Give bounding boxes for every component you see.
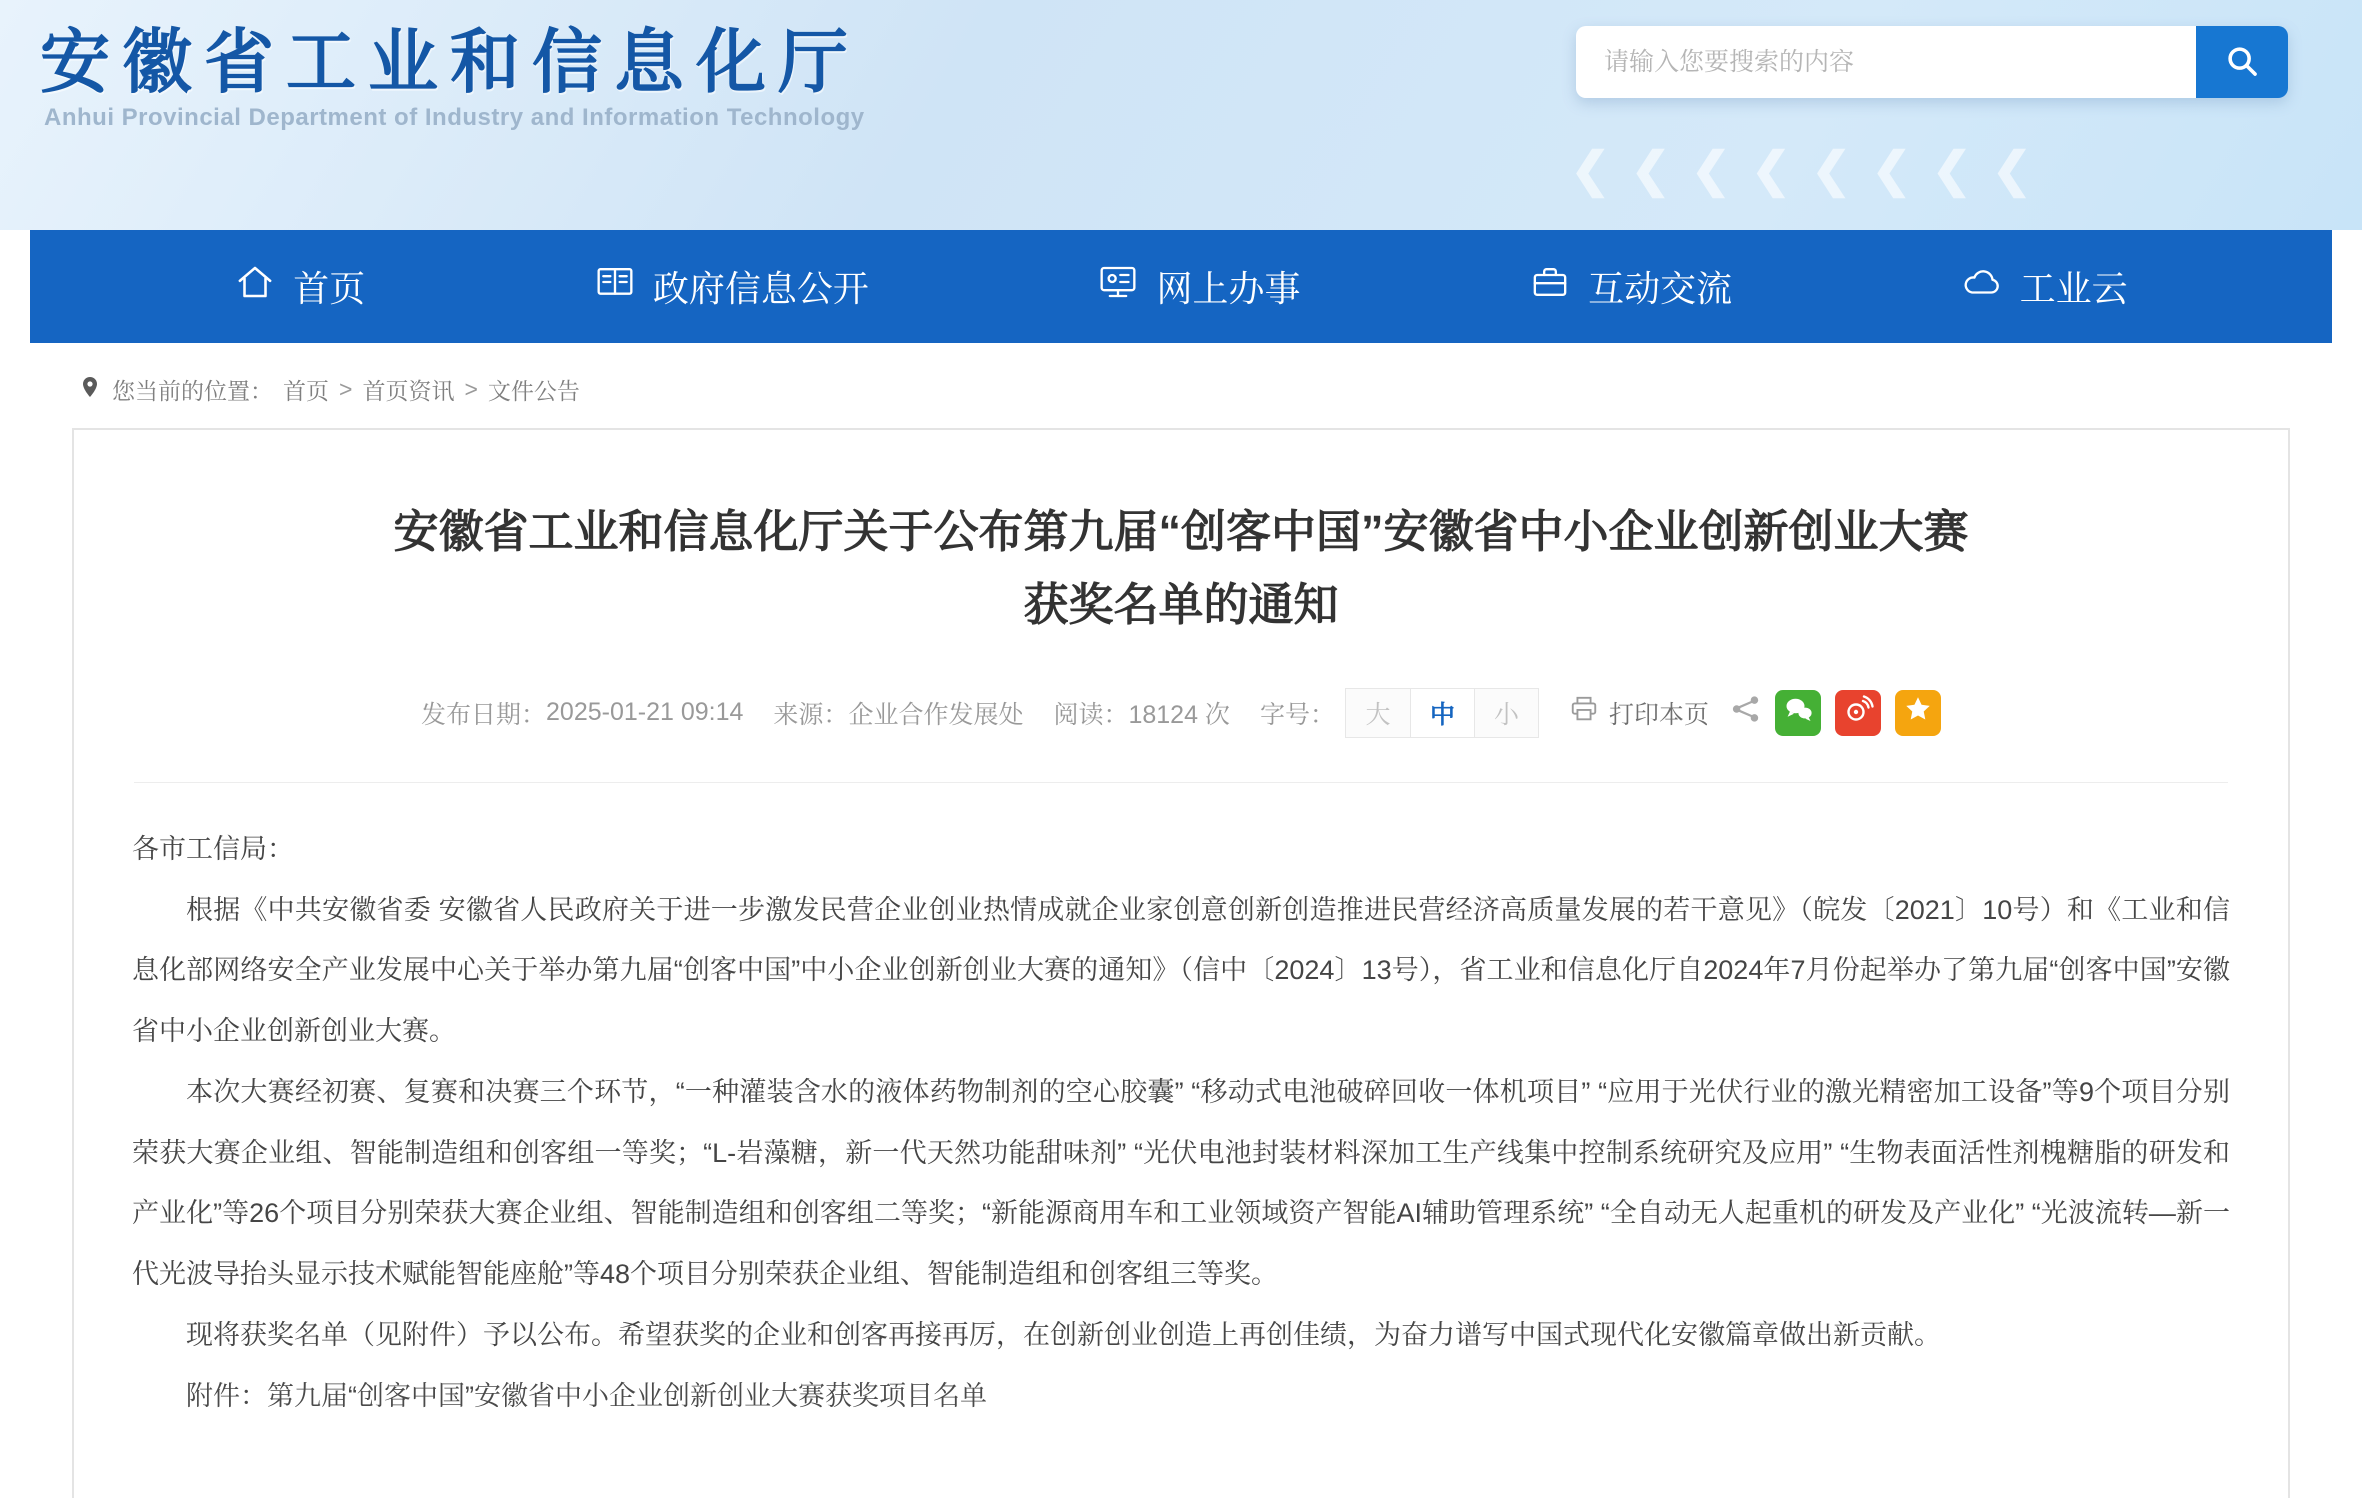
location-pin-icon xyxy=(78,375,102,405)
site-subtitle: Anhui Provincial Department of Industry and Information Technology xyxy=(44,104,865,131)
book-icon xyxy=(594,261,636,312)
font-size-control xyxy=(1345,688,1539,738)
nav-label: 网上办事 xyxy=(1156,268,1301,309)
body-paragraph: 本次大赛经初赛、复赛和决赛三个环节，“一种灌装含水的液体药物制剂的空心胶囊” “移动式电池破碎回收一体机项目” “应用于光伏行业的激光精密加工设备”等9个项目分别荣获大赛企业组、智能制造组和创客组一等奖；“L-岩藻糖，新一代天然功能甜味剂” “光伏电池封装材料深加工生产线集中控制系统研究及应用” “生物表面活性剂槐糖脂的研发和产业化”等26个项目分别荣获大赛企业组、智能制造组和创客组二等奖；“新能源商用车和工业领域资产智能AI辅助管理系统” “全自动无人起重机的研发及产业化” “光波流转—新一代光波导抬头显示技术赋能智能座舱”等48个项目分别荣获企业组、智能制造组和创客组三等奖。 xyxy=(132,1076,2230,1290)
home-icon xyxy=(234,261,276,312)
favorite-share-button[interactable] xyxy=(1895,690,1941,736)
search-bar xyxy=(1576,26,2288,98)
body-paragraph: 现将获奖名单（见附件）予以公布。希望获奖的企业和创客再接再厉，在创新创业创造上再创佳绩，为奋力谱写中国式现代化安徽篇章做出新贡献。 xyxy=(186,1319,1941,1350)
nav-label: 政府信息公开 xyxy=(652,268,869,309)
nav-label: 互动交流 xyxy=(1588,268,1733,309)
breadcrumb-separator: > xyxy=(339,376,353,402)
breadcrumb-news[interactable]: 首页资讯 xyxy=(362,378,455,404)
wechat-share-icon xyxy=(1782,693,1814,732)
star-icon xyxy=(1903,694,1933,731)
site-title: 安徽省工业和信息化厅 xyxy=(40,23,860,101)
nav-item-gov-info[interactable] xyxy=(594,261,869,312)
wechat-share-button[interactable] xyxy=(1775,690,1821,736)
font-size-large-button[interactable]: 大 xyxy=(1346,689,1410,737)
font-size-label: 字号： xyxy=(1259,700,1335,729)
nav-label: 工业云 xyxy=(2019,268,2128,309)
search-icon xyxy=(2223,42,2261,83)
site-header xyxy=(0,0,2362,230)
view-count: 阅读： 18124 次 xyxy=(1053,700,1230,729)
nav-item-home[interactable] xyxy=(234,261,365,312)
print-button[interactable] xyxy=(1569,694,1709,731)
share-button[interactable] xyxy=(1731,694,1761,731)
breadcrumb-notices[interactable]: 文件公告 xyxy=(487,378,580,404)
page-title xyxy=(132,496,2230,642)
breadcrumb-separator: > xyxy=(464,376,478,402)
article-source: 来源： 企业合作发展处 xyxy=(773,700,1024,729)
weibo-share-button[interactable] xyxy=(1835,690,1881,736)
chevron-decoration: ❮❮❮❮❮❮❮❮ xyxy=(1570,144,2052,197)
printer-icon xyxy=(1569,694,1599,731)
main-nav xyxy=(30,230,2332,343)
attachment-link[interactable]: 附件：第九届“创客中国”安徽省中小企业创新创业大赛获奖项目名单 xyxy=(186,1380,987,1411)
share-icon xyxy=(1731,694,1761,731)
page-title-line2: 获奖名单的通知 xyxy=(1023,578,1339,630)
briefcase-icon xyxy=(1529,261,1571,312)
font-size-small-button[interactable]: 小 xyxy=(1474,689,1538,737)
search-input[interactable] xyxy=(1576,26,2196,98)
search-button[interactable] xyxy=(2196,26,2288,98)
cloud-icon xyxy=(1961,261,2003,312)
nav-item-interaction[interactable] xyxy=(1529,261,1732,312)
article-meta xyxy=(132,688,2230,738)
page-title-line1: 安徽省工业和信息化厅关于公布第九届“创客中国”安徽省中小企业创新创业大赛 xyxy=(393,506,1969,557)
font-size-medium-button[interactable]: 中 xyxy=(1410,689,1474,737)
breadcrumb-home[interactable]: 首页 xyxy=(283,378,329,404)
weibo-share-icon xyxy=(1842,693,1874,732)
meta-divider xyxy=(134,782,2228,783)
monitor-icon xyxy=(1097,261,1139,312)
body-paragraph: 根据《中共安徽省委 安徽省人民政府关于进一步激发民营企业创业热情成就企业家创意创新创造推进民营经济高质量发展的若干意见》（皖发〔2021〕10号）和《工业和信息化部网络安全产业发展中心关于举办第九届“创客中国”中小企业创新创业大赛的通知》（信中〔2024〕13号），省工业和信息化厅自2024年7月份起举办了第九届“创客中国”安徽省中小企业创新创业大赛。 xyxy=(132,894,2230,1047)
article-body xyxy=(132,819,2230,1427)
nav-item-online-services[interactable] xyxy=(1097,261,1300,312)
salutation: 各市工信局： xyxy=(132,833,294,864)
nav-item-industry-cloud[interactable] xyxy=(1961,261,2128,312)
print-label: 打印本页 xyxy=(1608,700,1709,729)
breadcrumb-prefix: 您当前的位置： xyxy=(112,378,273,404)
breadcrumb xyxy=(78,373,2362,406)
nav-label: 首页 xyxy=(293,268,366,309)
article-card xyxy=(72,428,2290,1498)
publish-date: 发布日期： 2025-01-21 09:14 xyxy=(421,698,744,729)
